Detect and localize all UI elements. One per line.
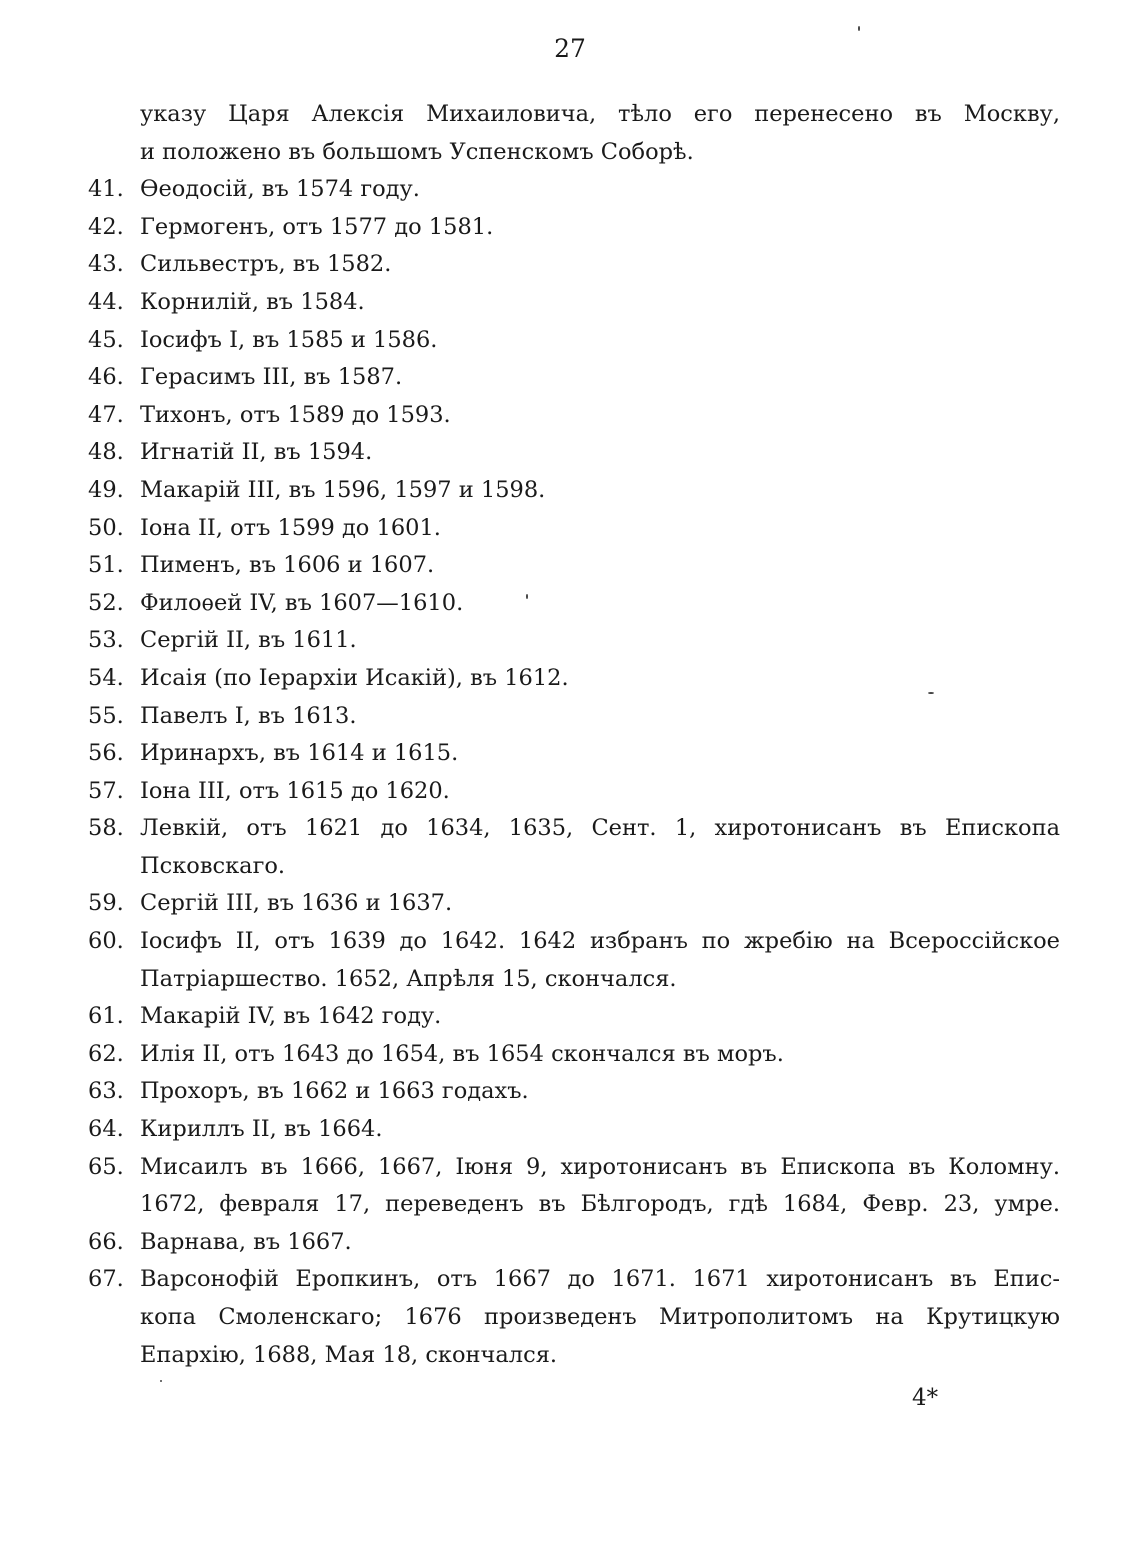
entry-text: Макарій III, въ 1596, 1597 и 1598. [140, 476, 546, 503]
entry-line [88, 134, 1060, 172]
entry-number: 47. [88, 401, 124, 428]
entry-text: Павелъ I, въ 1613. [140, 702, 357, 729]
entry-text: Епархію, 1688, Мая 18, скончался. [140, 1341, 558, 1368]
entry-text: и положено въ большомъ Успенскомъ Соборѣ. [140, 138, 694, 165]
entry-text: Игнатій II, въ 1594. [140, 439, 373, 466]
entry-number: 61. [88, 1003, 124, 1030]
entry-text: Герасимъ III, въ 1587. [140, 364, 403, 391]
entry-number: 43. [88, 251, 124, 278]
entry-number: 56. [88, 740, 124, 767]
entry-number [88, 134, 140, 172]
page-number: 27 [554, 34, 586, 63]
entry-number: 65. [88, 1153, 124, 1180]
entry-line [88, 209, 1060, 247]
entry-number: 55. [88, 702, 124, 729]
entry-number: 46. [88, 364, 124, 391]
entry-line [88, 434, 1060, 472]
entry-number [88, 848, 140, 886]
entry-line [88, 322, 1060, 360]
entry-number [88, 1299, 140, 1337]
entry-number: 53. [88, 627, 124, 654]
entry-text: Иринархъ, въ 1614 и 1615. [140, 740, 459, 767]
entry-number: 60. [88, 928, 124, 955]
entry-number: 44. [88, 288, 124, 315]
entry-line [88, 773, 1060, 811]
entry-line [88, 622, 1060, 660]
entry-text: Прохоръ, въ 1662 и 1663 годахъ. [140, 1078, 529, 1105]
entry-list [88, 96, 1060, 1374]
entry-text: Исаія (по Іерархіи Исакій), въ 1612. [140, 664, 569, 691]
entry-text: Іосифъ II, отъ 1639 до 1642. 1642 избранъ по жребію на Всероссійское [140, 928, 1060, 955]
entry-text: Іона III, отъ 1615 до 1620. [140, 777, 450, 804]
entry-line [88, 810, 1060, 848]
entry-line [88, 284, 1060, 322]
entry-number: 63. [88, 1078, 124, 1105]
entry-number: 57. [88, 777, 124, 804]
entry-line [88, 472, 1060, 510]
entry-line [88, 848, 1060, 886]
entry-number [88, 1186, 140, 1224]
entry-number: 66. [88, 1228, 124, 1255]
entry-text: Сергій III, въ 1636 и 1637. [140, 890, 453, 917]
entry-text: Іосифъ I, въ 1585 и 1586. [140, 326, 438, 353]
entry-number: 52. [88, 589, 124, 616]
entry-line [88, 397, 1060, 435]
entry-line [88, 510, 1060, 548]
entry-number: 58. [88, 815, 124, 842]
entry-number: 64. [88, 1116, 124, 1143]
entry-line [88, 998, 1060, 1036]
entry-line [88, 1261, 1060, 1299]
entry-line [88, 547, 1060, 585]
entry-number: 54. [88, 664, 124, 691]
entry-line [88, 171, 1060, 209]
entry-line [88, 1186, 1060, 1224]
entry-line [88, 885, 1060, 923]
entry-line [88, 96, 1060, 134]
print-speck [526, 594, 528, 599]
entry-line [88, 923, 1060, 961]
entry-text: Макарій IV, въ 1642 году. [140, 1003, 442, 1030]
entry-text: Мисаилъ въ 1666, 1667, Іюня 9, хиротонисанъ въ Епископа въ Коломну. [140, 1153, 1060, 1180]
entry-line [88, 585, 1060, 623]
entry-text: Пименъ, въ 1606 и 1607. [140, 552, 435, 579]
entry-line [88, 1149, 1060, 1187]
entry-text: Патріаршество. 1652, Апрѣля 15, скончался. [140, 965, 677, 992]
entry-line [88, 246, 1060, 284]
entry-number [88, 96, 140, 134]
entry-text: Гермогенъ, отъ 1577 до 1581. [140, 213, 494, 240]
entry-line [88, 735, 1060, 773]
entry-number: 42. [88, 213, 124, 240]
entry-number: 67. [88, 1266, 124, 1293]
entry-text: копа Смоленскаго; 1676 произведенъ Митрополитомъ на Крутицкую [140, 1304, 1060, 1330]
entry-line [88, 1036, 1060, 1074]
signature-mark: 4* [912, 1385, 939, 1411]
print-speck [928, 692, 934, 694]
entry-line [88, 961, 1060, 999]
entry-line [88, 359, 1060, 397]
entry-line [88, 1111, 1060, 1149]
print-speck [858, 26, 860, 31]
entry-text: Тихонъ, отъ 1589 до 1593. [140, 401, 451, 428]
entry-text: Сильвестръ, въ 1582. [140, 251, 392, 278]
entry-line [88, 1299, 1060, 1337]
entry-line [88, 1073, 1060, 1111]
print-speck [160, 1380, 162, 1382]
entry-text: Варсонофій Еропкинъ, отъ 1667 до 1671. 1671 хиротонисанъ въ Епис- [140, 1266, 1060, 1293]
entry-line [88, 660, 1060, 698]
entry-text: Илія II, отъ 1643 до 1654, въ 1654 скончался въ моръ. [140, 1040, 784, 1067]
entry-text: указу Царя Алексія Михаиловича, тѣло его перенесено въ Москву, [140, 101, 1060, 127]
entry-number: 62. [88, 1040, 124, 1067]
entry-text: Филоѳей IV, въ 1607—1610. [140, 589, 464, 616]
entry-line [88, 1337, 1060, 1375]
entry-text: Кириллъ II, въ 1664. [140, 1116, 383, 1143]
entry-text: Варнава, въ 1667. [140, 1228, 352, 1255]
entry-number [88, 961, 140, 999]
entry-text: 1672, февраля 17, переведенъ въ Бѣлгородъ, гдѣ 1684, Февр. 23, умре. [140, 1191, 1060, 1218]
entry-number: 50. [88, 514, 124, 541]
entry-text: Псковскаго. [140, 852, 286, 879]
entry-text: Левкій, отъ 1621 до 1634, 1635, Сент. 1, хиротонисанъ въ Епископа [140, 815, 1060, 842]
entry-text: Іона II, отъ 1599 до 1601. [140, 514, 441, 541]
entry-number: 48. [88, 439, 124, 466]
entry-number: 51. [88, 552, 124, 579]
entry-number: 45. [88, 326, 124, 353]
entry-text: Корнилій, въ 1584. [140, 288, 365, 315]
entry-number [88, 1337, 140, 1375]
entry-text: Ѳеодосій, въ 1574 году. [140, 176, 420, 203]
entry-text: Сергій II, въ 1611. [140, 627, 357, 654]
entry-number: 59. [88, 890, 124, 917]
entry-line [88, 1224, 1060, 1262]
entry-number: 41. [88, 176, 124, 203]
entry-number: 49. [88, 476, 124, 503]
entry-line [88, 698, 1060, 736]
